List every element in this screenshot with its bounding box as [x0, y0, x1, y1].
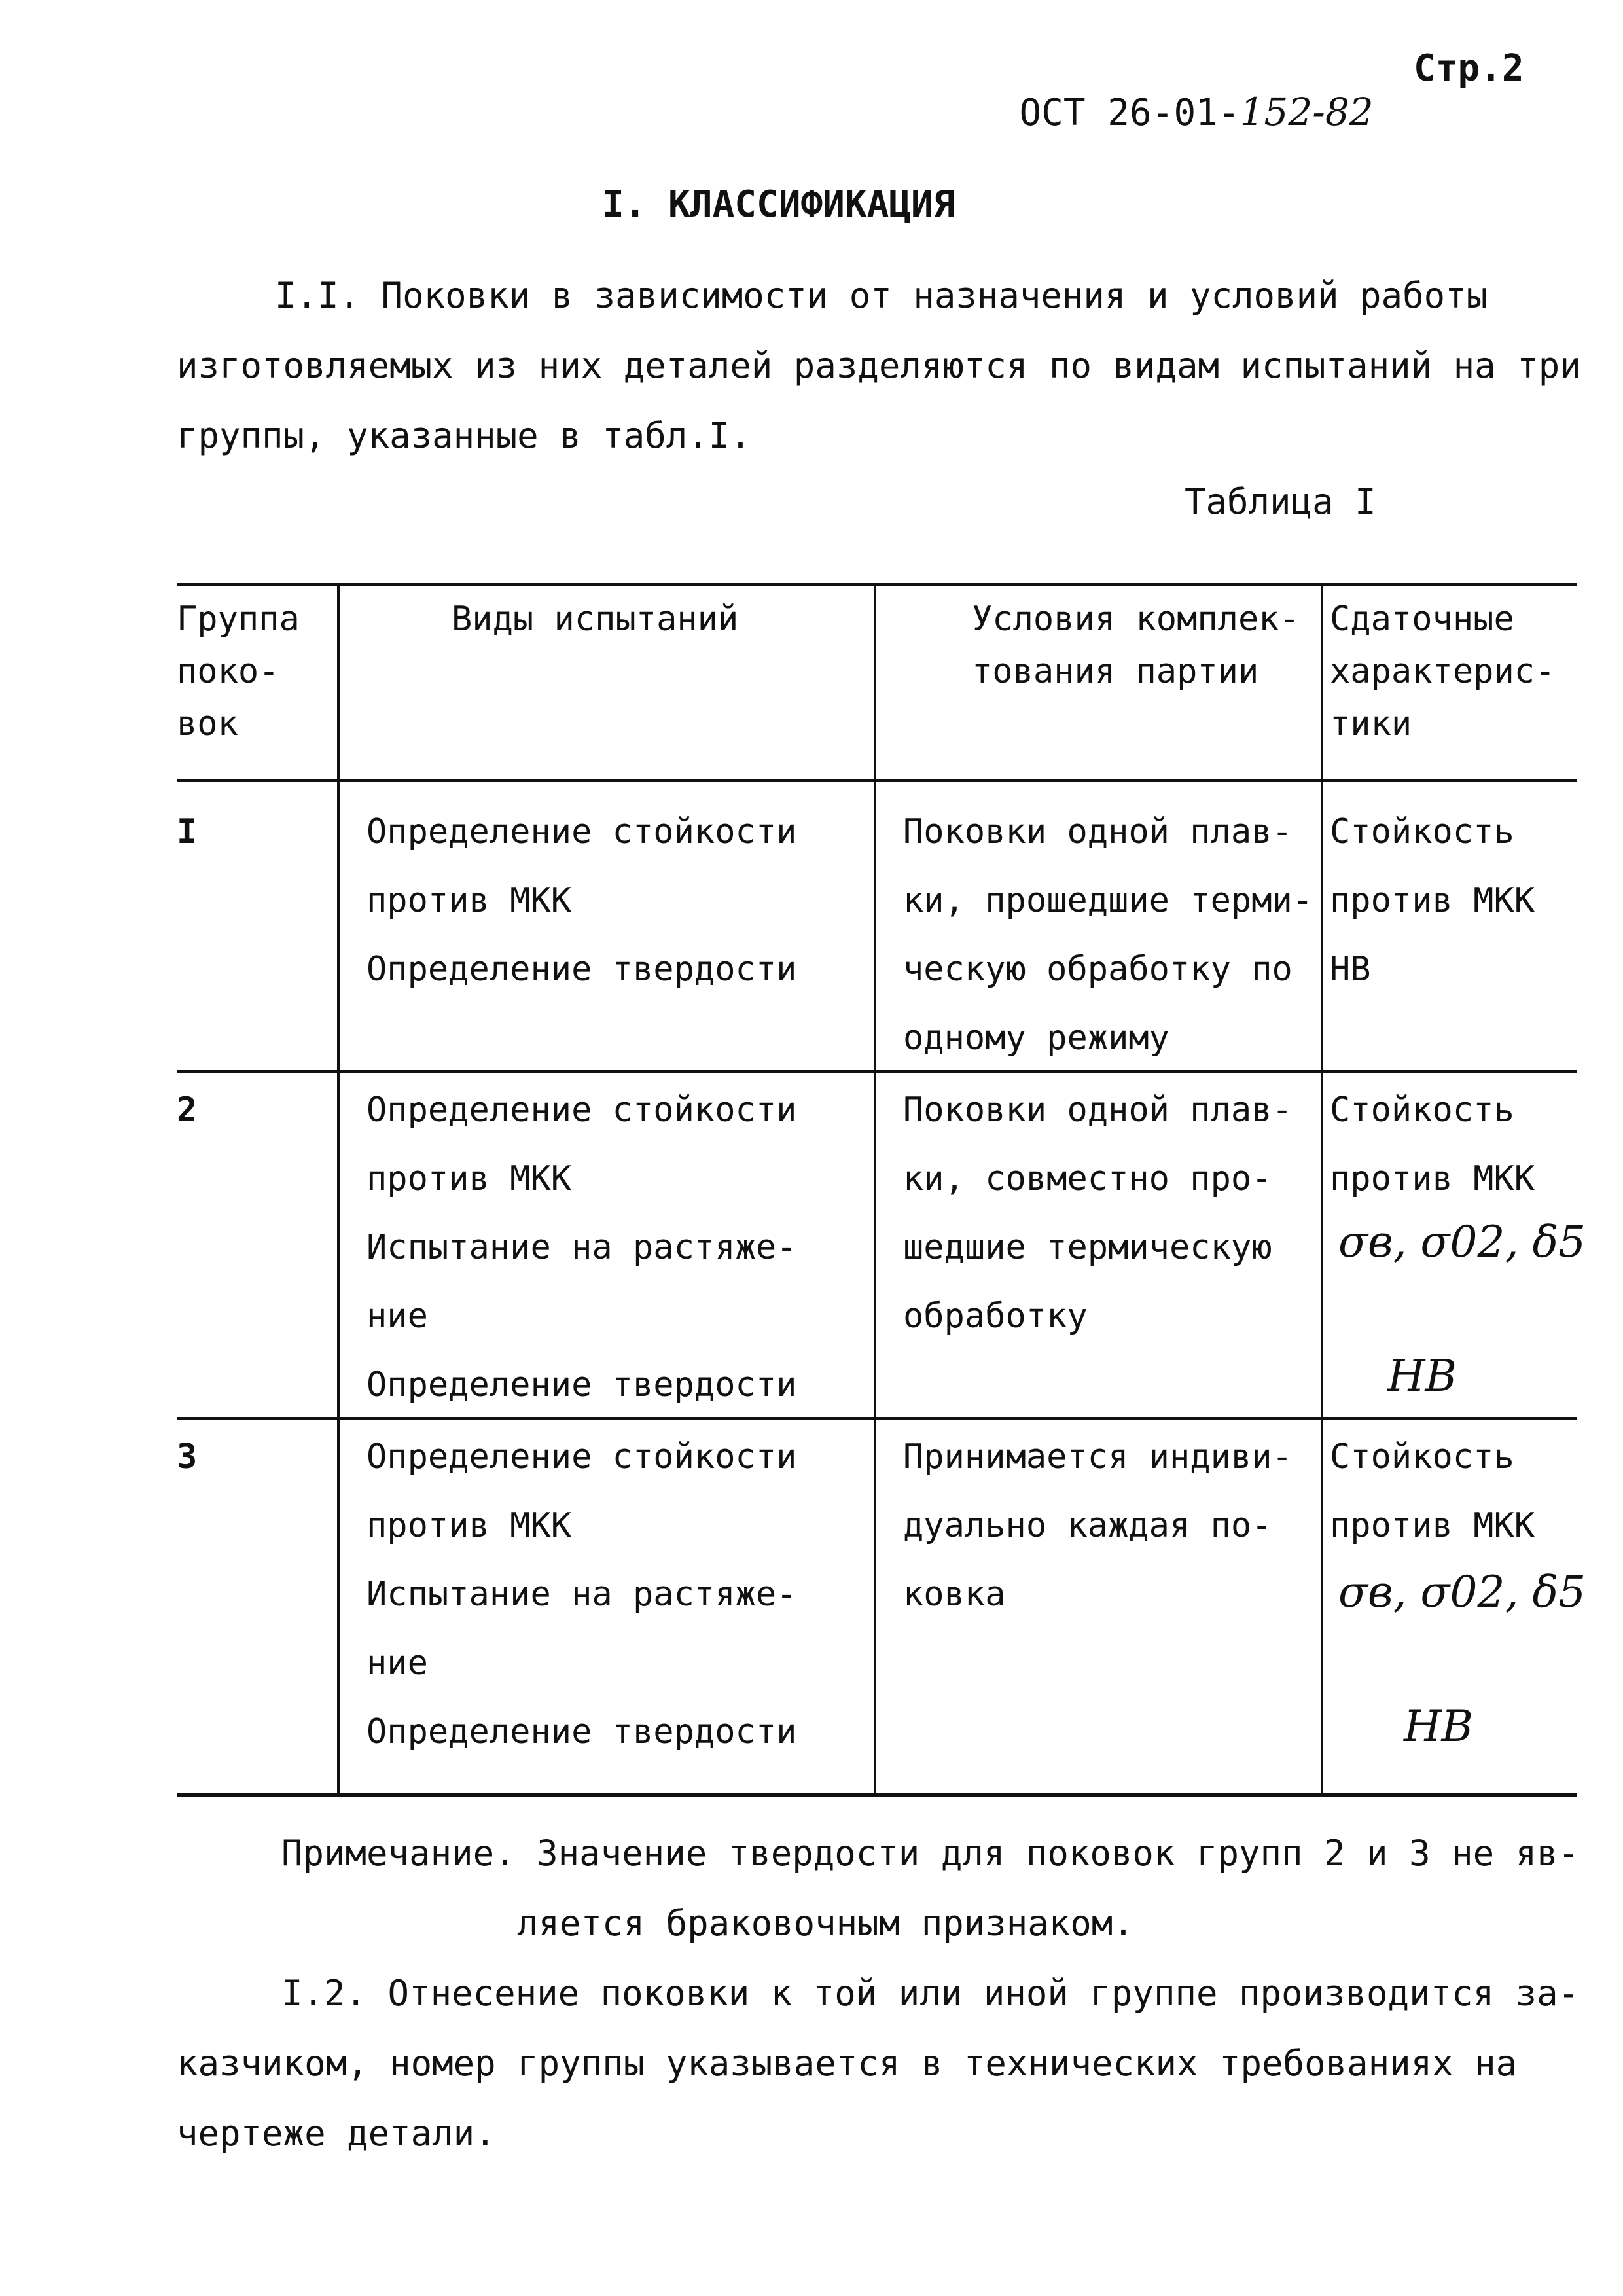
section-title: I. КЛАССИФИКАЦИЯ [602, 183, 955, 226]
row-2-test: ние [366, 1297, 428, 1336]
row-1-condition: одному режиму [903, 1018, 1169, 1058]
document-code [975, 47, 1374, 134]
document-code-printed: ОСТ 26-01- [1019, 92, 1240, 134]
para1-line-3: группы, указанные в табл.I. [177, 415, 751, 456]
para1-line-2: изготовляемых из них деталей разделяются по видам испытаний на три [177, 345, 1581, 386]
row-3-condition: дуально каждая по- [903, 1506, 1272, 1545]
header-conditions-line: тования партии [972, 652, 1259, 691]
row-2-test: Определение стойкости [366, 1090, 797, 1130]
row-2-condition: шедшие термическую [903, 1228, 1272, 1267]
table-bottom-rule [177, 1793, 1577, 1797]
document-code-handwritten: 152-82 [1240, 90, 1374, 134]
classification-table [177, 583, 1586, 1797]
row-3-condition: Принимается индиви- [903, 1437, 1293, 1477]
row-2-test: Определение твердости [366, 1365, 797, 1405]
table-col-divider-1 [337, 583, 340, 1793]
row-2-condition: обработку [903, 1297, 1088, 1336]
row-1-characteristic: Стойкость [1330, 812, 1514, 852]
header-group-line: вок [177, 704, 238, 744]
table-header-rule [177, 779, 1577, 782]
header-characteristics-line: характерис- [1330, 652, 1556, 691]
note-line-1: Примечание. Значение твердости для поковок групп 2 и 3 не яв- [281, 1833, 1580, 1874]
row-3-test: Испытание на растяже- [366, 1575, 797, 1614]
row-3-handwritten-hardness: НВ [1404, 1701, 1474, 1751]
table-top-rule [177, 583, 1577, 586]
table-caption: Таблица I [1185, 481, 1376, 522]
header-group-line: Группа [177, 600, 300, 639]
page-number: Стр.2 [1414, 47, 1524, 90]
row-3-test: против МКК [366, 1506, 572, 1545]
para2-line-2: казчиком, номер группы указывается в технических требованиях на [177, 2043, 1518, 2084]
table-col-divider-3 [1321, 583, 1323, 1793]
table-row-rule-2 [177, 1417, 1577, 1420]
row-1-condition: Поковки одной плав- [903, 812, 1293, 852]
row-2-characteristic: против МКК [1330, 1159, 1535, 1198]
row-2-condition: ки, совместно про- [903, 1159, 1272, 1198]
row-3-condition: ковка [903, 1575, 1006, 1614]
para2-line-1: I.2. Отнесение поковки к той или иной группе производится за- [281, 1973, 1580, 2014]
row-3-characteristic: Стойкость [1330, 1437, 1514, 1477]
row-1-test: Определение твердости [366, 950, 797, 989]
row-1-characteristic: против МКК [1330, 881, 1535, 920]
row-3-characteristic: против МКК [1330, 1506, 1535, 1545]
para1-line-1: I.I. Поковки в зависимости от назначения и условий работы [275, 275, 1488, 316]
row-1-group: I [177, 812, 198, 852]
row-2-test: Испытание на растяже- [366, 1228, 797, 1267]
row-3-group: 3 [177, 1437, 198, 1477]
header-conditions-line: Условия комплек- [972, 600, 1300, 639]
row-1-condition: ческую обработку по [903, 950, 1293, 989]
row-3-test: ние [366, 1643, 428, 1683]
row-2-characteristic: Стойкость [1330, 1090, 1514, 1130]
row-3-test: Определение твердости [366, 1712, 797, 1751]
row-2-group: 2 [177, 1090, 198, 1130]
row-3-handwritten-properties: σв, σ02, δ5 [1338, 1567, 1586, 1617]
row-2-test: против МКК [366, 1159, 572, 1198]
row-3-test: Определение стойкости [366, 1437, 797, 1477]
table-col-divider-2 [874, 583, 876, 1793]
row-1-test: Определение стойкости [366, 812, 797, 852]
header-characteristics-line: тики [1330, 704, 1412, 744]
para2-line-3: чертеже детали. [177, 2113, 496, 2154]
header-tests: Виды испытаний [452, 600, 739, 639]
row-1-test: против МКК [366, 881, 572, 920]
row-2-handwritten-properties: σв, σ02, δ5 [1338, 1217, 1586, 1267]
row-1-condition: ки, прошедшие терми- [903, 881, 1313, 920]
note-line-2: ляется браковочным признаком. [517, 1903, 1134, 1944]
table-row-rule-1 [177, 1070, 1577, 1073]
header-characteristics-line: Сдаточные [1330, 600, 1514, 639]
header-group-line: поко- [177, 652, 279, 691]
row-2-condition: Поковки одной плав- [903, 1090, 1293, 1130]
row-1-characteristic: НВ [1330, 950, 1371, 989]
row-2-handwritten-hardness: НВ [1387, 1351, 1457, 1401]
